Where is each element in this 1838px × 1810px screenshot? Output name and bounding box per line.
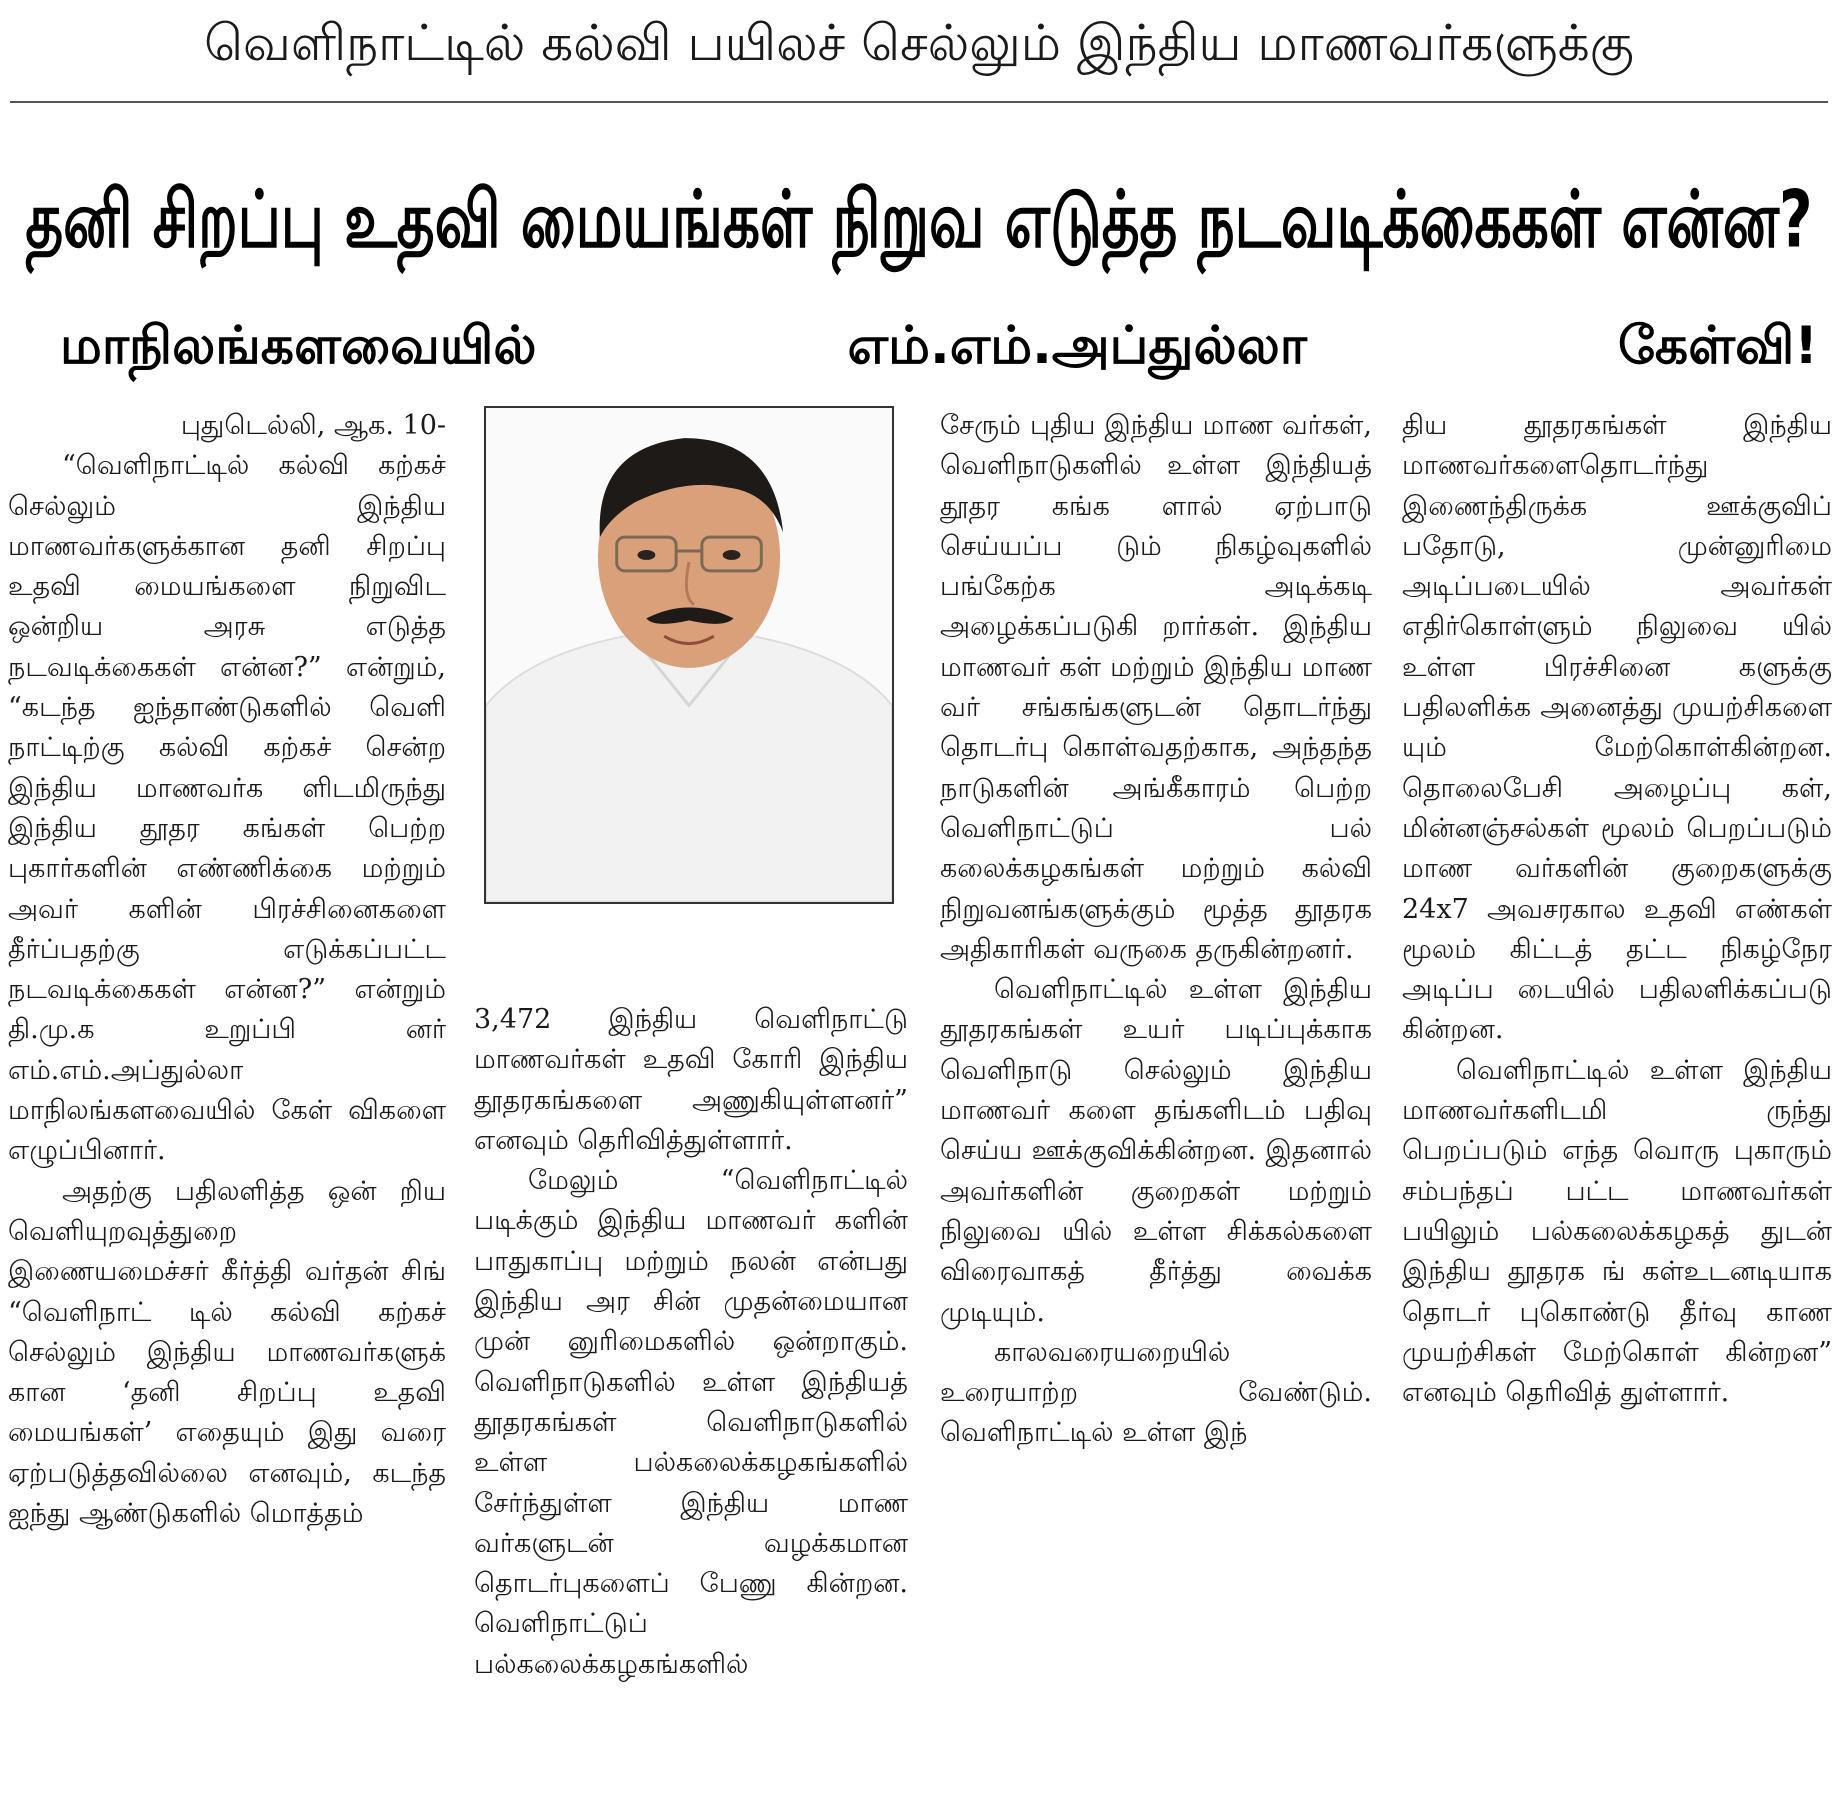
column-1-paragraph-1: “வெளிநாட்டில் கல்வி கற்கச் செல்லும் இந்திய மாணவர்களுக்கான தனி சிறப்பு உதவி மையங்களை நிறுவிட ஒன்றிய அரசு எடுத்த நடவடிக்கைகள் என்ன?” என்றும், “கடந்த ஐந்தாண்டுகளில் வெளி நாட்டிற்கு கல்வி கற்கச் சென்ற இந்திய மாணவர்க ளிடமிருந்து இந்திய தூதர கங்கள் பெற்ற புகார்களின் எண்ணிக்கை மற்றும் அவர் களின் பிரச்சினைகளை தீர்ப்பதற்கு எடுக்கப்பட்ட நடவடிக்கைகள் என்ன?” என்றும் தி.மு.க உறுப்பி னர் எம்.எம்.அப்துல்லா மாநிலங்களவையில் கேள் விகளை எழுப்பினார். bbox=[8, 450, 446, 1167]
column-4-paragraph-1: திய தூதரகங்கள் இந்திய மாணவர்களைதொடர்ந்து இணைந்திருக்க ஊக்குவிப் பதோடு, முன்னுரிமை அடிப்படையில் அவர்கள் எதிர்கொள்ளும் நிலுவை யில் உள்ள பிரச்சினை களுக்கு பதிலளிக்க அனைத்து முயற்சிகளை யும் மேற்கொள்கின்றன. தொலைபேசி அழைப்பு கள், மின்னஞ்சல்கள் மூலம் பெறப்படும் மாண வர்களின் குறைகளுக்கு 24x7 அவசரகால உதவி எண்கள் மூலம் கிட்டத் தட்ட நிகழ்நேர அடிப்ப டையில் பதிலளிக்கப்படு கின்றன. bbox=[1402, 410, 1832, 1046]
subhead-part-1: மாநிலங்களவையில் bbox=[60, 315, 537, 376]
portrait-illustration bbox=[486, 408, 892, 902]
column-1-paragraph-2: அதற்கு பதிலளித்த ஒன் றிய வெளியுறவுத்துறை இணையமைச்சர் கீர்த்தி வர்தன் சிங் “வெளிநாட் டில் கல்வி கற்கச் செல்லும் இந்திய மாணவர்களுக் கான ‘தனி சிறப்பு உதவி மையங்கள்’ எதையும் இது வரை ஏற்படுத்தவில்லை எனவும், கடந்த ஐந்து ஆண்டுகளில் மொத்தம் bbox=[8, 1175, 446, 1530]
column-3-paragraph-3: காலவரையறையில் உரையாற்ற வேண்டும். வெளிநாட்டில் உள்ள இந் bbox=[940, 1336, 1372, 1449]
subheadline bbox=[60, 300, 1818, 398]
main-headline: தனி சிறப்பு உதவி மையங்கள் நிறுவ எடுத்த நடவடிக்கைகள் என்ன? bbox=[25, 173, 1813, 266]
column-3-paragraph-2: வெளிநாட்டில் உள்ள இந்திய தூதரகங்கள் உயர் படிப்புக்காக வெளிநாடு செல்லும் இந்திய மாணவர் களை தங்களிடம் பதிவு செய்ய ஊக்குவிக்கின்றன. இதனால் அவர்களின் குறைகள் மற்றும் நிலுவை யில் உள்ள சிக்கல்களை விரைவாகத் தீர்த்து வைக்க முடியும். bbox=[940, 974, 1372, 1328]
subhead-part-2: எம்.எம்.அப்துல்லா bbox=[847, 315, 1307, 376]
portrait-photo bbox=[484, 406, 894, 904]
article-column-2 bbox=[474, 1000, 908, 1685]
dateline: புதுடெல்லி, ஆக. 10- bbox=[180, 410, 446, 441]
subhead-part-3: கேள்வி! bbox=[1618, 315, 1818, 376]
article-column-3 bbox=[940, 406, 1372, 1454]
headline-divider bbox=[10, 101, 1828, 103]
kicker-headline: வெளிநாட்டில் கல்வி பயிலச் செல்லும் இந்திய மாணவர்களுக்கு bbox=[204, 14, 1634, 72]
column-2-paragraph-2: மேலும் “வெளிநாட்டில் படிக்கும் இந்திய மாணவர் களின் பாதுகாப்பு மற்றும் நலன் என்பது இந்திய அர சின் முதன்மையான முன் னுரிமைகளில் ஒன்றாகும். வெளிநாடுகளில் உள்ள இந்தியத் தூதரகங்கள் வெளிநாடுகளில் உள்ள பல்கலைக்கழகங்களில் சேர்ந்துள்ள இந்திய மாண வர்களுடன் வழக்கமான தொடர்புகளைப் பேணு கின்றன. வெளிநாட்டுப் பல்கலைக்கழகங்களில் bbox=[474, 1165, 908, 1680]
article-column-4 bbox=[1402, 406, 1832, 1413]
column-2-paragraph-1: 3,472 இந்திய வெளிநாட்டு மாணவர்கள் உதவி கோரி இந்திய தூதரகங்களை அணுகியுள்ளனர்” எனவும் தெரிவித்துள்ளார். bbox=[474, 1004, 908, 1156]
article-column-1 bbox=[8, 406, 446, 1534]
column-4-paragraph-2: வெளிநாட்டில் உள்ள இந்திய மாணவர்களிடமி ருந்து பெறப்படும் எந்த வொரு புகாரும் சம்பந்தப் பட்ட மாணவர்கள் பயிலும் பல்கலைக்கழகத் துடன் இந்திய தூதரக ங் கள்உடனடியாக தொடர் புகொண்டு தீர்வு காண முயற்சிகள் மேற்கொள் கின்றன” எனவும் தெரிவித் துள்ளார். bbox=[1402, 1054, 1832, 1409]
column-3-paragraph-1: சேரும் புதிய இந்திய மாண வர்கள், வெளிநாடுகளில் உள்ள இந்தியத் தூதர கங்க ளால் ஏற்பாடு செய்யப்ப டும் நிகழ்வுகளில் பங்கேற்க அடிக்கடி அழைக்கப்படுகி றார்கள். இந்திய மாணவர் கள் மற்றும் இந்திய மாண வர் சங்கங்களுடன் தொடர்ந்து தொடர்பு கொள்வதற்காக, அந்தந்த நாடுகளின் அங்கீகாரம் பெற்ற வெளிநாட்டுப் பல் கலைக்கழகங்கள் மற்றும் கல்வி நிறுவனங்களுக்கும் மூத்த தூதரக அதிகாரிகள் வருகை தருகின்றனர். bbox=[940, 410, 1372, 965]
